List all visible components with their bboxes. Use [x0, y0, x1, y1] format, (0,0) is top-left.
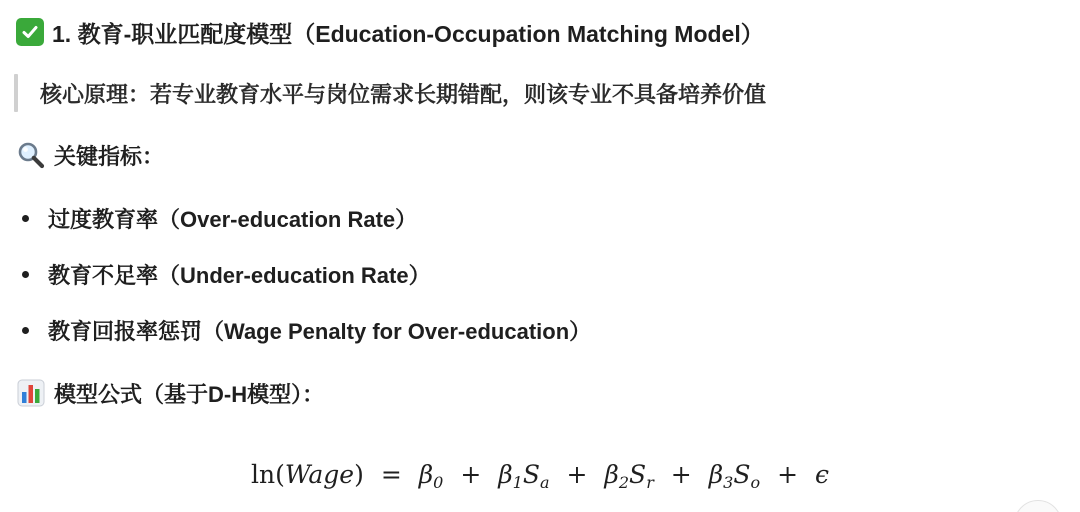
principle-quote: [14, 74, 766, 112]
magnifying-glass-icon: [16, 140, 46, 170]
model-formula: [0, 460, 1080, 492]
floating-button[interactable]: [1014, 500, 1062, 512]
bullet-dot: [22, 271, 29, 278]
list-item: [22, 198, 591, 238]
list-item-label: 教育不足率（Under-education Rate）: [48, 262, 431, 288]
formula-b2: β: [604, 460, 619, 489]
formula-s2-sub: r: [646, 473, 654, 492]
bullet-dot: [22, 327, 29, 334]
list-item-label: 过度教育率（Over-education Rate）: [48, 206, 418, 232]
formula-s2: S: [629, 460, 647, 489]
bullet-dot: [22, 215, 29, 222]
list-item: [22, 310, 591, 350]
formula-b0-sub: 0: [433, 473, 444, 492]
formula-plus: +: [460, 460, 482, 489]
formula-plus: +: [670, 460, 692, 489]
formula-s3-sub: o: [750, 473, 761, 492]
formula-plus: +: [777, 460, 799, 489]
formula-lparen: (: [275, 460, 285, 489]
formula-b2-sub: 2: [618, 473, 630, 492]
formula-b0: β: [418, 460, 434, 489]
list-item-label: 教育回报率惩罚（Wage Penalty for Over-education）: [48, 318, 592, 344]
formula-b1-sub: 1: [512, 473, 523, 492]
indicators-heading: [16, 138, 164, 172]
principle-text: 核心原理：若专业教育水平与岗位需求长期错配，则该专业不具备培养价值: [40, 81, 767, 107]
formula-s1-sub: a: [540, 473, 550, 492]
formula-b1: β: [498, 460, 513, 489]
formula-b3-sub: 3: [723, 473, 734, 492]
section-heading-text: 1. 教育-职业匹配度模型（Education-Occupation Matching Model）: [52, 20, 764, 47]
formula-eps: ϵ: [814, 460, 829, 489]
formula-rparen: ): [354, 460, 364, 489]
formula-var: Wage: [284, 460, 355, 489]
indicators-title: 关键指标：: [54, 143, 165, 169]
formula-plus: +: [566, 460, 588, 489]
bar-chart-icon: [16, 378, 46, 408]
formula-s3: S: [733, 460, 751, 489]
model-title: 模型公式（基于D-H模型）：: [54, 381, 325, 407]
list-item: [22, 254, 591, 294]
model-heading: [16, 376, 324, 410]
indicators-list: [22, 198, 591, 366]
check-mark-button-icon: [16, 18, 44, 46]
quote-bar: [14, 74, 18, 112]
formula-b3: β: [708, 460, 724, 489]
formula-eq: =: [380, 460, 402, 489]
formula-s1: S: [522, 460, 540, 489]
formula-fn: ln: [250, 460, 276, 489]
section-heading: [16, 14, 764, 50]
